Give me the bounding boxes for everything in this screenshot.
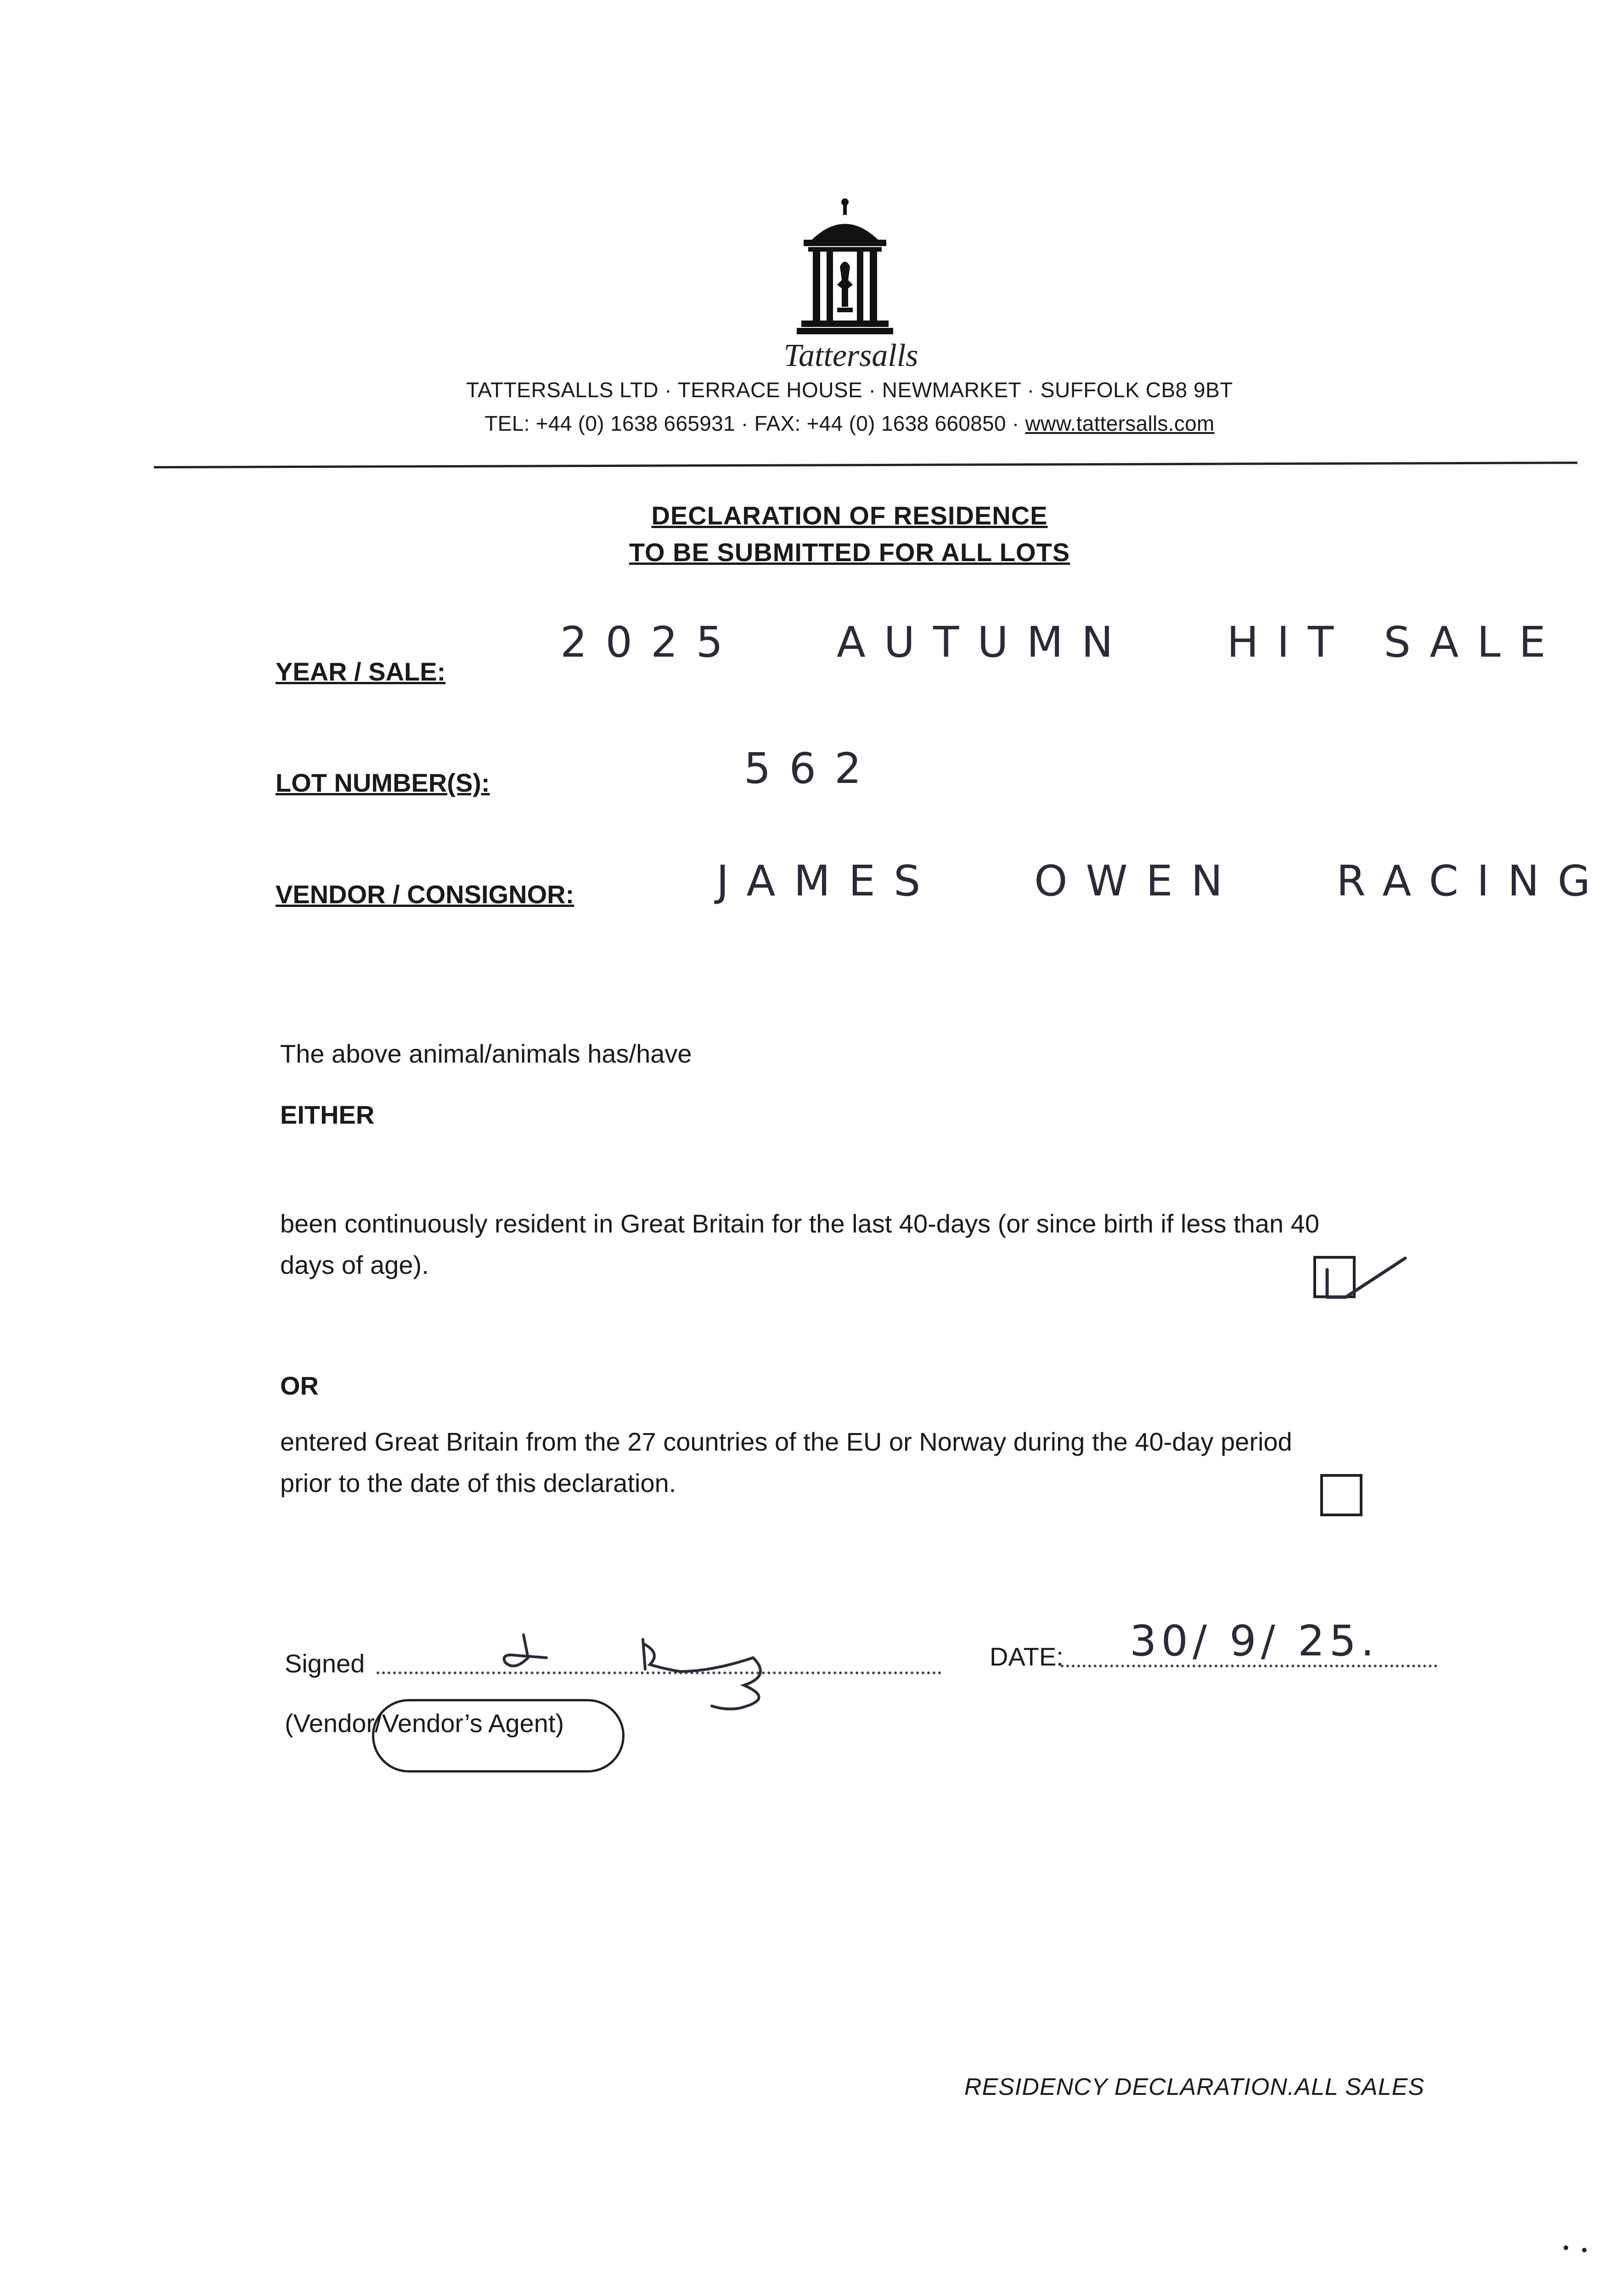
form-title: DECLARATION OF RESIDENCE [651,501,1048,530]
year-sale-value[interactable]: 2025 AUTUMN HIT SALE [560,618,1564,667]
form-subtitle: TO BE SUBMITTED FOR ALL LOTS [629,538,1070,567]
option2-line1: entered Great Britain from the 27 countries of the EU or Norway during the 40-day period [280,1427,1292,1456]
vendor-consignor-label: VENDOR / CONSIGNOR: [276,880,574,909]
date-label: DATE: [990,1642,1064,1671]
phone-fax: TEL: +44 (0) 1638 665931 · FAX: +44 (0) 1638 660850 · [484,411,1025,435]
or-heading: OR [280,1371,319,1400]
form-footer: RESIDENCY DECLARATION.ALL SALES [964,2074,1425,2100]
date-value[interactable]: 30/ 9/ 25. [1130,1616,1379,1666]
lot-number-value[interactable]: 562 [744,744,880,793]
signed-label: Signed [285,1649,365,1678]
option1-line2: days of age). [280,1250,429,1279]
company-contact [413,411,1286,436]
header-divider [154,461,1577,468]
intro-text: The above animal/animals has/have [280,1039,692,1068]
lot-number-label: LOT NUMBER(S): [276,768,490,797]
either-heading: EITHER [280,1100,375,1129]
scan-mark [1564,2245,1568,2250]
vendor-consignor-value[interactable]: JAMES OWEN RACING [716,856,1609,906]
checkmark-icon [1313,1249,1414,1304]
brand-name: Tattersalls [783,338,918,373]
agent-circled-mark [372,1699,625,1773]
website-link[interactable]: www.tattersalls.com [1025,411,1215,435]
option1-line1: been continuously resident in Great Britain for the last 40-days (or since birth if less than 40 [280,1209,1319,1238]
company-address: TATTERSALLS LTD · TERRACE HOUSE · NEWMARKET · SUFFOLK CB8 9BT [466,378,1233,402]
option2-checkbox[interactable] [1320,1474,1362,1516]
vendor-agent-label: (Vendor/Vendor’s Agent) [285,1709,564,1738]
tattersalls-logo [792,197,898,340]
scan-mark [1582,2248,1587,2252]
option2-line2: prior to the date of this declaration. [280,1469,676,1497]
year-sale-label: YEAR / SALE: [276,657,446,686]
